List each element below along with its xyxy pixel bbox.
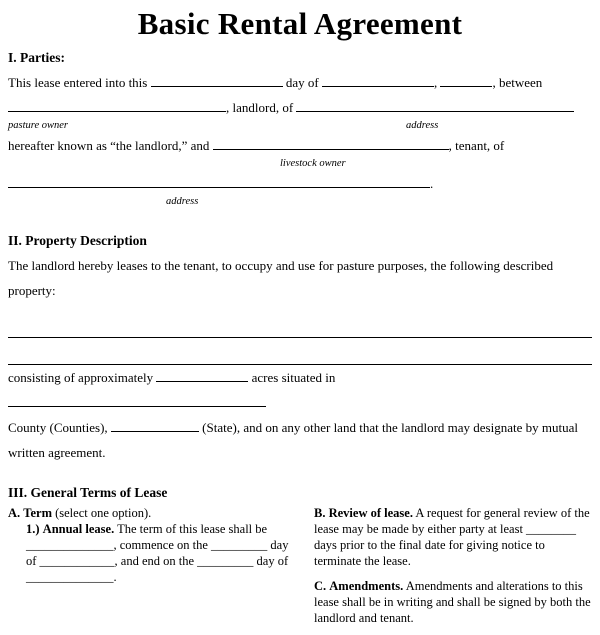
parties-line3-text-a: hereafter known as “the landlord,” and — [8, 138, 210, 153]
term-item-c-body: Amendments and alterations to this lease shall be in writing and shall be signed by both the landlord and tenant. — [314, 579, 591, 625]
parties-line-1 — [8, 70, 592, 95]
spacer-property-1 — [0, 303, 600, 311]
term-item-a-body: (select one option). — [55, 506, 152, 520]
parties-line-2 — [8, 95, 592, 120]
general-terms-columns — [8, 505, 592, 635]
parties-line2-text-a: , landlord, of — [226, 100, 294, 115]
caption-pasture-owner: pasture owner — [8, 120, 68, 131]
term-item-c-title: Amendments. — [329, 579, 404, 593]
parties-line-4 — [8, 171, 592, 196]
parties-captions-row-2 — [8, 158, 592, 171]
term-sub-title: Annual lease. — [42, 522, 115, 536]
term-item-b-body: A request for general review of the lease may be made by either party at least ________ days prior to the final date for giving notice to terminate the lease. — [314, 506, 590, 568]
property-county-text-a: County (Counties), — [8, 420, 108, 435]
property-county-text-b: (State), and on any other land that the landlord may designate by mutual — [202, 420, 578, 435]
blank-acres[interactable] — [156, 368, 248, 382]
blank-landlord-name[interactable] — [8, 98, 226, 112]
property-written-line: written agreement. — [8, 445, 106, 460]
term-item-b — [314, 505, 592, 569]
blank-lease-date[interactable] — [151, 73, 283, 87]
page-title: Basic Rental Agreement — [137, 6, 463, 41]
blank-tenant-name[interactable] — [213, 136, 449, 150]
parties-captions-row-1 — [8, 120, 592, 133]
parties-line1-text-d: , between — [492, 75, 543, 90]
property-consisting-text-b: acres situated in — [251, 370, 336, 385]
blank-property-description-line-2[interactable] — [8, 338, 592, 365]
blank-tenant-address[interactable] — [8, 174, 430, 188]
term-item-c-label: C. — [314, 579, 327, 593]
blank-state[interactable] — [111, 418, 199, 432]
term-sub-body: The term of this lease shall be ______________, commence on the _________ day of ____________, and end on the _________ day of ______________. — [26, 522, 289, 584]
spacer-after-property — [0, 465, 600, 477]
term-item-a-sub-1 — [26, 521, 298, 585]
caption-address-1: address — [406, 120, 439, 131]
general-terms-left-column — [8, 505, 298, 635]
property-consisting-line — [8, 365, 592, 415]
spacer-after-parties — [0, 209, 600, 225]
parties-line1-text-c: , — [433, 75, 438, 90]
parties-line1-text-b: day of — [285, 75, 319, 90]
blank-landlord-address[interactable] — [296, 98, 574, 112]
blank-situated-in[interactable] — [8, 393, 266, 407]
caption-address-2: address — [166, 196, 199, 207]
term-item-c — [314, 578, 592, 626]
blank-lease-month[interactable] — [322, 73, 434, 87]
parties-captions-row-3 — [8, 196, 592, 209]
property-intro: The landlord hereby leases to the tenant, to occupy and use for pasture purposes, the following described property: — [8, 258, 554, 298]
document-page — [0, 6, 600, 625]
parties-line3-text-b: , tenant, of — [448, 138, 505, 153]
section-heading-property: II. Property Description — [8, 233, 147, 248]
property-county-line — [8, 415, 592, 440]
parties-line4-end: . — [430, 176, 434, 191]
term-item-a-title: Term — [23, 506, 52, 520]
parties-line1-text-a: This lease entered into this — [8, 75, 148, 90]
term-item-b-label: B. — [314, 506, 326, 520]
term-item-a-line — [8, 505, 298, 521]
general-terms-right-column — [314, 505, 592, 635]
term-item-a-label: A. — [8, 506, 21, 520]
blank-lease-year[interactable] — [440, 73, 492, 87]
term-sub-label: 1.) — [26, 522, 40, 536]
term-item-b-title: Review of lease. — [328, 506, 413, 520]
section-heading-parties: I. Parties: — [8, 50, 65, 65]
term-item-a — [8, 505, 298, 585]
parties-line-3 — [8, 133, 592, 158]
section-heading-general-terms: III. General Terms of Lease — [8, 485, 168, 500]
blank-property-description-line-1[interactable] — [8, 311, 592, 338]
property-consisting-text-a: consisting of approximately — [8, 370, 154, 385]
caption-livestock-owner: livestock owner — [280, 158, 346, 169]
